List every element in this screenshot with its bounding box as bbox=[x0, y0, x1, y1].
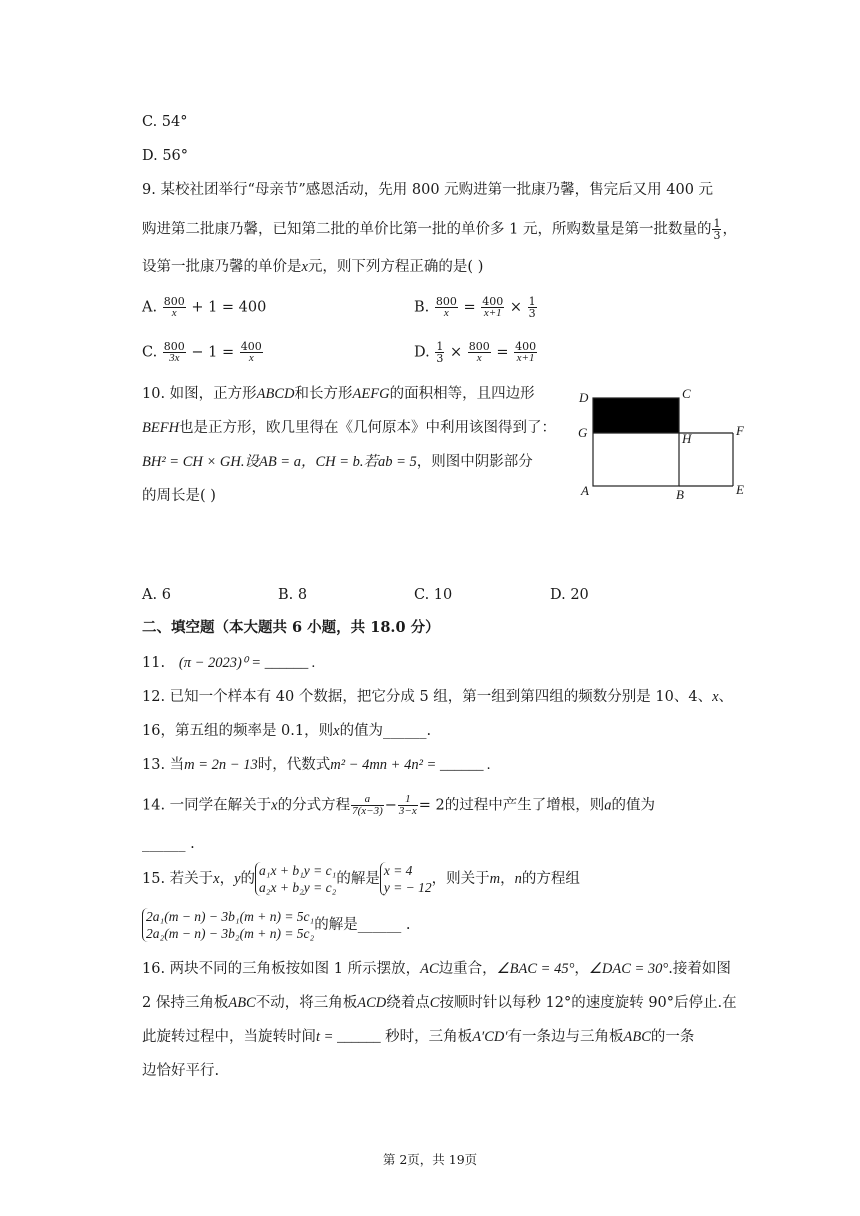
q8-option-d: D. 56° bbox=[142, 148, 189, 164]
q14-d: 的值为 bbox=[611, 797, 655, 814]
q9-line3 bbox=[142, 257, 483, 277]
sys-row: a₂x + b₂y = c₂ bbox=[259, 880, 337, 895]
q10-option-b: B. 8 bbox=[278, 587, 308, 603]
q16-var: ABC bbox=[623, 1029, 651, 1045]
opt-label: C. bbox=[142, 344, 158, 361]
sys-row: 2a₁(m − n) − 3b₁(m + n) = 5c₁ bbox=[146, 909, 315, 924]
fraction bbox=[514, 341, 537, 364]
q9-option-b bbox=[414, 296, 538, 319]
q10-line2 bbox=[142, 418, 556, 438]
label-c: C bbox=[682, 386, 691, 401]
q10-line3 bbox=[142, 452, 533, 472]
label-h: H bbox=[682, 431, 692, 446]
frac-num: 800 bbox=[163, 295, 185, 308]
fraction bbox=[240, 341, 263, 364]
q13 bbox=[142, 755, 491, 775]
opt-label: A. bbox=[142, 299, 158, 316]
q10-line1b: 和长方形 bbox=[294, 386, 353, 402]
q12-line2b: 的值为______. bbox=[339, 723, 432, 739]
q14-b: 的分式方程 bbox=[277, 797, 351, 814]
q16-var: C bbox=[429, 995, 440, 1011]
times: × bbox=[509, 299, 523, 316]
q8-option-c: C. 54° bbox=[142, 114, 188, 130]
q9-line2 bbox=[142, 218, 737, 241]
shaded-region bbox=[593, 398, 679, 433]
q9-line2-end: ， bbox=[722, 221, 737, 238]
q15-system-3 bbox=[142, 908, 314, 942]
q10-line4: 的周长是( ) bbox=[142, 488, 216, 504]
opt-label: D. bbox=[414, 344, 430, 361]
q10-line3a: ，则图中阴影部分 bbox=[416, 454, 533, 470]
q10-option-a: A. 6 bbox=[142, 587, 171, 603]
frac-num: 400 bbox=[515, 340, 537, 353]
frac-num: 1 bbox=[528, 295, 536, 308]
frac-den: x bbox=[171, 307, 177, 319]
fraction bbox=[435, 341, 444, 364]
q9-option-c bbox=[142, 341, 264, 364]
q11-label: 11. bbox=[142, 655, 166, 671]
q10-equation: BH² = CH × GH.设AB = a，CH = b.若ab = 5 bbox=[142, 454, 417, 470]
opt-label: B. bbox=[414, 299, 430, 316]
frac-num: 800 bbox=[468, 340, 490, 353]
q14-line2: ______ . bbox=[142, 836, 195, 852]
q16-3b: 秒时，三角板 bbox=[380, 1029, 473, 1045]
frac-num: 1 bbox=[398, 794, 418, 806]
equals: = bbox=[463, 299, 476, 316]
q13-eq1: m = 2n − 13 bbox=[184, 757, 258, 773]
frac-den: x+1 bbox=[483, 307, 502, 319]
q14-var: x bbox=[271, 797, 278, 814]
fraction bbox=[351, 794, 384, 817]
q10-line1a: 10. 如图，正方形 bbox=[142, 386, 257, 402]
q15-var: n bbox=[514, 871, 522, 887]
q15-system-2 bbox=[380, 862, 432, 896]
fraction bbox=[481, 296, 504, 319]
frac-num: 400 bbox=[482, 295, 504, 308]
q16-3d: 的一条 bbox=[650, 1029, 695, 1045]
q15-var: m bbox=[489, 871, 501, 887]
q12-line2a: 16，第五组的频率是 0.1，则 bbox=[142, 723, 334, 739]
q16-var: AC bbox=[420, 961, 439, 977]
q16-eq: t = ______ bbox=[316, 1029, 381, 1045]
q10-option-d: D. 20 bbox=[550, 587, 589, 603]
sys-row: 2a₂(m − n) − 3b₂(m + n) = 5c₂ bbox=[146, 926, 315, 941]
frac-den: 3 bbox=[528, 307, 536, 320]
q10-var: BEFH bbox=[142, 420, 180, 436]
label-f: F bbox=[736, 423, 744, 438]
opt-tail: + 1 = 400 bbox=[191, 299, 267, 316]
q15-b: 的 bbox=[240, 871, 256, 887]
q16-line4: 边恰好平行. bbox=[142, 1063, 220, 1079]
label-d: D bbox=[579, 390, 589, 405]
q16-line1 bbox=[142, 959, 731, 979]
q14-a: 14. 一同学在解关于 bbox=[142, 797, 272, 814]
q15-d: ，则关于 bbox=[431, 871, 490, 887]
q10-var: AEFG bbox=[352, 386, 390, 402]
q15-system-1 bbox=[255, 862, 336, 896]
frac-num: a bbox=[351, 794, 384, 806]
q9-option-a bbox=[142, 296, 266, 319]
frac-den: 7(x−3) bbox=[352, 805, 383, 817]
fraction bbox=[468, 341, 491, 364]
q12-line1 bbox=[142, 687, 733, 707]
frac-num: 800 bbox=[163, 340, 185, 353]
q14-line1 bbox=[142, 794, 655, 817]
q9-option-d bbox=[414, 341, 538, 364]
q10-line1 bbox=[142, 384, 535, 404]
label-b: B bbox=[676, 487, 684, 502]
q16-1a: 16. 两块不同的三角板按如图 1 所示摆放， bbox=[142, 961, 421, 977]
frac-den: x bbox=[476, 352, 482, 364]
q10-line1c: 的面积相等，且四边形 bbox=[389, 386, 535, 402]
q12-line2 bbox=[142, 721, 431, 741]
frac-num: 400 bbox=[240, 340, 262, 353]
sys-row: y = − 12 bbox=[383, 880, 432, 895]
q9-line1: 9. 某校社团举行“母亲节”感恩活动，先用 800 元购进第一批康乃馨，售完后又用 400 元 bbox=[142, 182, 714, 198]
fraction bbox=[528, 296, 537, 319]
q16-2d: 按顺时针以每秒 12°的速度旋转 90°后停止.在 bbox=[439, 995, 737, 1011]
q16-var: ACD bbox=[357, 995, 387, 1011]
q11 bbox=[142, 653, 315, 673]
q12-line1-end: 、 bbox=[718, 689, 734, 705]
q15-c: 的解是 bbox=[336, 871, 380, 887]
q9-fraction bbox=[712, 218, 721, 241]
q10-var: ABCD bbox=[256, 386, 295, 402]
minus: − bbox=[384, 797, 397, 814]
q13-eq2: m² − 4mn + 4n² = ______ . bbox=[330, 757, 491, 773]
q16-var: ABC bbox=[228, 995, 256, 1011]
frac-den: x bbox=[443, 307, 449, 319]
q16-3a: 此旋转过程中，当旋转时间 bbox=[142, 1029, 316, 1045]
sys-row: a₁x + b₁y = c₁ bbox=[259, 863, 337, 878]
fraction bbox=[163, 341, 186, 364]
fraction bbox=[435, 296, 458, 319]
label-g: G bbox=[578, 425, 588, 440]
q15-f: 的解是______ . bbox=[314, 917, 411, 933]
frac-den: 3 bbox=[713, 229, 721, 242]
label-e: E bbox=[736, 482, 744, 497]
frac-den: x bbox=[248, 352, 254, 364]
frac-den: 3 bbox=[436, 352, 444, 365]
q9-line2-text: 购进第二批康乃馨，已知第二批的单价比第一批的单价多 1 元，所购数量是第一批数量的 bbox=[142, 221, 712, 238]
q13-a: 13. 当 bbox=[142, 757, 185, 773]
q16-1d: .接着如图 bbox=[668, 961, 731, 977]
frac-num: 1 bbox=[713, 217, 721, 230]
fraction bbox=[163, 296, 186, 319]
q14-var: a bbox=[604, 797, 612, 814]
frac-num: 1 bbox=[436, 340, 444, 353]
q13-b: 时，代数式 bbox=[257, 757, 331, 773]
q16-2a: 2 保持三角板 bbox=[142, 995, 229, 1011]
times: × bbox=[449, 344, 463, 361]
label-a: A bbox=[581, 483, 589, 498]
q16-eq: ∠DAC = 30° bbox=[588, 961, 669, 977]
q11-equation: (π − 2023)⁰ = ______ . bbox=[178, 655, 316, 671]
q14-eq: = 2 bbox=[418, 797, 445, 814]
fraction bbox=[398, 794, 418, 817]
q16-2c: 绕着点 bbox=[386, 995, 430, 1011]
q16-eq: ∠BAC = 45° bbox=[496, 961, 575, 977]
q15-e: 的方程组 bbox=[521, 871, 580, 887]
q16-var: A′CD′ bbox=[472, 1029, 508, 1045]
q12-var: x bbox=[712, 689, 719, 705]
q9-line3b: 元，则下列方程正确的是( ) bbox=[307, 259, 484, 275]
q15-a: 15. 若关于 bbox=[142, 871, 214, 887]
q10-option-c: C. 10 bbox=[414, 587, 453, 603]
q10-line2a: 也是正方形，欧几里得在《几何原本》中利用该图得到了： bbox=[179, 420, 557, 436]
q9-line3a: 设第一批康乃馨的单价是 bbox=[142, 259, 302, 275]
q14-c: 的过程中产生了增根，则 bbox=[444, 797, 605, 814]
section-heading: 二、填空题（本大题共 6 小题，共 18.0 分） bbox=[142, 619, 440, 636]
q15-sep: ， bbox=[500, 871, 515, 887]
q16-1c: ， bbox=[574, 961, 589, 977]
q16-line3 bbox=[142, 1027, 694, 1047]
q16-3c: 有一条边与三角板 bbox=[507, 1029, 624, 1045]
q12-line1-text: 12. 已知一个样本有 40 个数据，把它分成 5 组，第一组到第四组的频数分别是 10、4、 bbox=[142, 689, 713, 705]
q16-2b: 不动，将三角板 bbox=[255, 995, 358, 1011]
page-footer: 第 2页，共 19页 bbox=[382, 1152, 478, 1167]
q15-sep: ， bbox=[219, 871, 235, 887]
q10-figure bbox=[572, 380, 762, 502]
q15-line1 bbox=[142, 862, 580, 896]
q15-var: y bbox=[234, 871, 241, 887]
opt-mid: − 1 = bbox=[191, 344, 235, 361]
frac-den: 3−x bbox=[398, 805, 417, 817]
q12-var: x bbox=[333, 723, 340, 739]
q15-var: x bbox=[213, 871, 220, 887]
q16-line2 bbox=[142, 993, 737, 1013]
frac-num: 800 bbox=[435, 295, 457, 308]
q16-1b: 边重合， bbox=[438, 961, 497, 977]
frac-den: 3x bbox=[169, 352, 180, 364]
equals: = bbox=[496, 344, 509, 361]
frac-den: x+1 bbox=[516, 352, 535, 364]
q9-var: x bbox=[301, 259, 308, 275]
sys-row: x = 4 bbox=[383, 863, 413, 878]
q15-line2 bbox=[142, 908, 410, 942]
